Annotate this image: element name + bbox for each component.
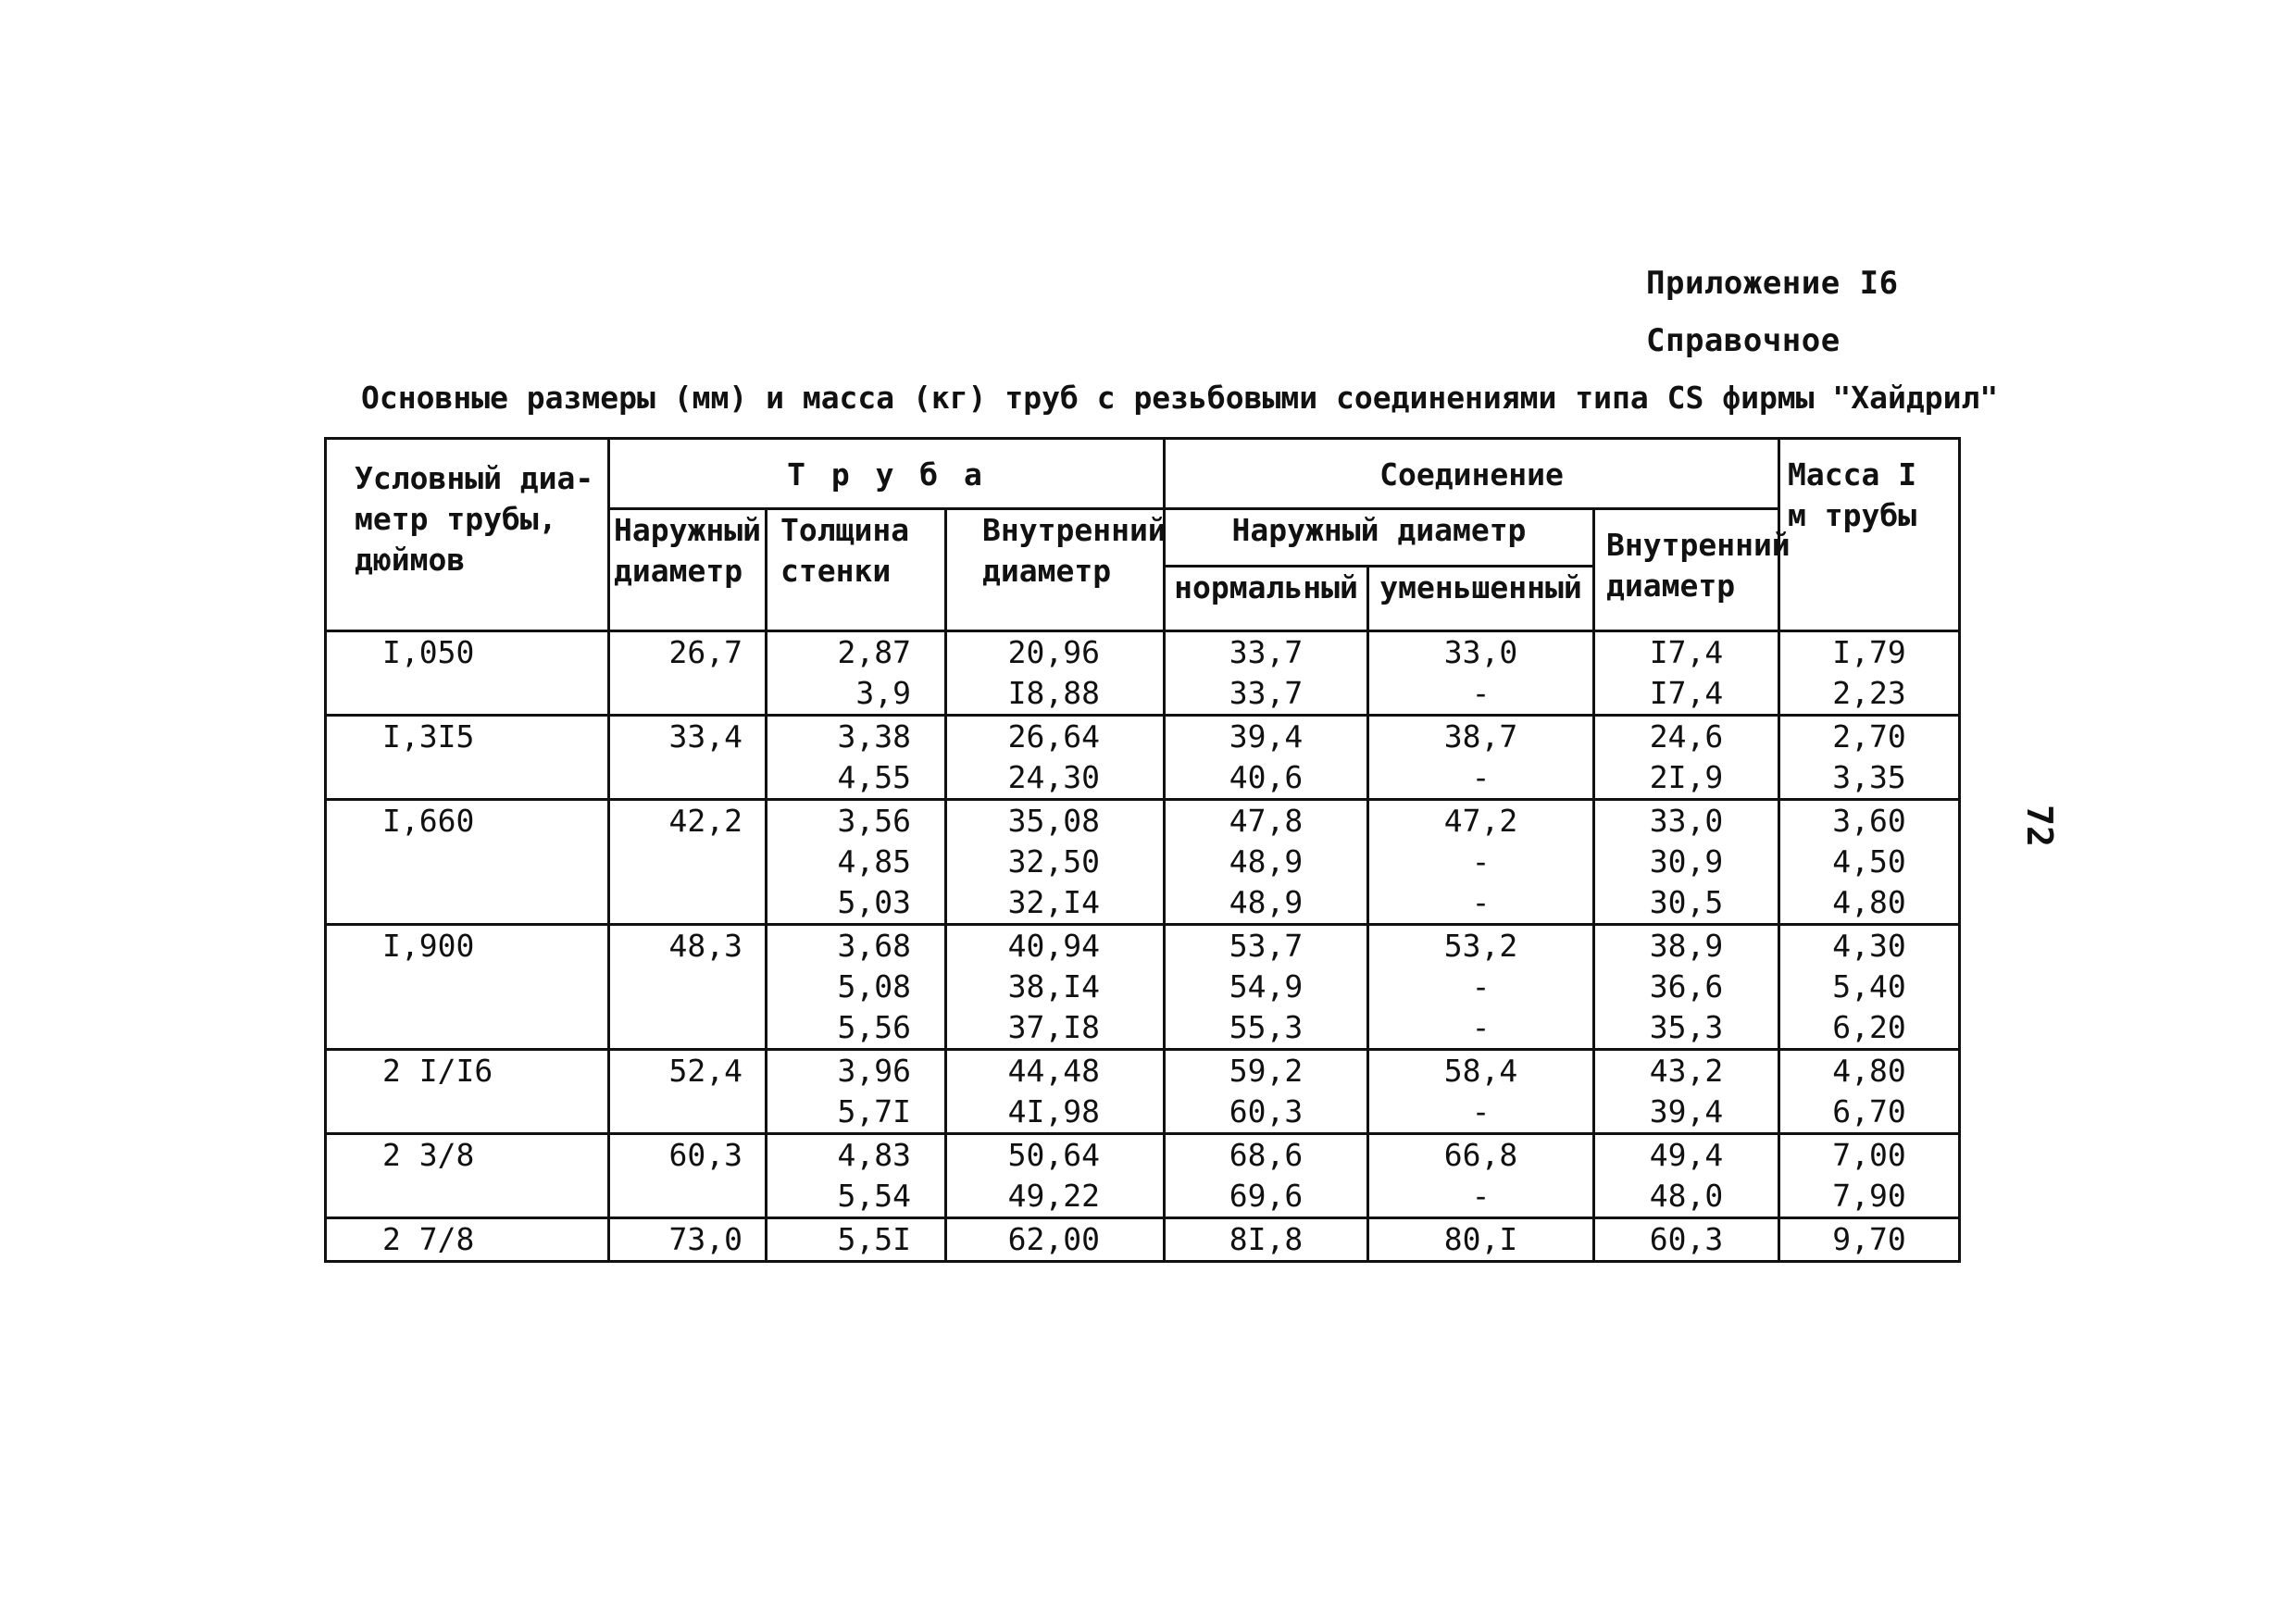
cell-pipe-wall (767, 716, 946, 800)
cell-value: 4,30 (1832, 928, 1906, 964)
cell-value: 6,20 (1832, 1009, 1906, 1045)
header-joint-reduced: уменьшенный (1368, 567, 1594, 631)
cell-value: 40,94 (1007, 928, 1100, 964)
cell-joint-reduced (1368, 716, 1594, 800)
cell-value: 3,56 (837, 803, 911, 839)
cell-size (326, 1134, 609, 1218)
cell-joint-inner (1594, 1218, 1779, 1262)
cell-value: 6,70 (1832, 1093, 1906, 1129)
cell-value: 5,7I (837, 1093, 911, 1129)
cell-value: - (1471, 968, 1491, 1004)
cell-size (326, 1218, 609, 1262)
table-row (326, 1050, 1960, 1134)
cell-value: 33,0 (1649, 803, 1724, 839)
cell-pipe-inner (946, 1134, 1165, 1218)
cell-value: 49,22 (1007, 1178, 1100, 1214)
cell-value: 33,0 (1443, 634, 1518, 670)
cell-value: 24,30 (1007, 759, 1100, 795)
header-joint-normal: нормальный (1165, 567, 1368, 631)
cell-pipe-wall (767, 1050, 946, 1134)
cell-joint-reduced (1368, 925, 1594, 1050)
cell-value: 50,64 (1007, 1137, 1100, 1173)
cell-pipe-wall (767, 1134, 946, 1218)
cell-value: I,660 (382, 803, 475, 839)
table-title: Основные размеры (мм) и масса (кг) труб с резьбовыми соединениями типа CS фирмы "Хайдрил" (361, 380, 1999, 416)
cell-value: 53,7 (1229, 928, 1304, 964)
cell-value: - (1471, 1093, 1491, 1129)
cell-value: 33,4 (668, 718, 742, 755)
cell-value: 5,5I (837, 1221, 911, 1257)
cell-value: 39,4 (1649, 1093, 1724, 1129)
cell-joint-inner (1594, 800, 1779, 925)
header-joint-outer: Наружный диаметр (1165, 509, 1594, 567)
cell-pipe-inner (946, 800, 1165, 925)
cell-pipe-inner (946, 925, 1165, 1050)
cell-value: 5,08 (837, 968, 911, 1004)
cell-value: 48,0 (1649, 1178, 1724, 1214)
cell-value: 2,23 (1832, 675, 1906, 711)
table-row (326, 631, 1960, 716)
cell-value: 38,I4 (1007, 968, 1100, 1004)
cell-mass (1779, 925, 1960, 1050)
cell-value: 5,56 (837, 1009, 911, 1045)
cell-value: 44,48 (1007, 1053, 1100, 1089)
cell-value: 3,35 (1832, 759, 1906, 795)
cell-value: 4,80 (1832, 884, 1906, 920)
cell-pipe-outer (609, 800, 767, 925)
cell-value: 54,9 (1229, 968, 1304, 1004)
cell-pipe-outer (609, 631, 767, 716)
cell-value: 32,50 (1007, 843, 1100, 880)
cell-joint-inner (1594, 1050, 1779, 1134)
header-pipe-wall: Толщина стенки (767, 509, 946, 631)
cell-joint-reduced (1368, 1218, 1594, 1262)
cell-joint-normal (1165, 716, 1368, 800)
cell-value: 33,7 (1229, 634, 1304, 670)
cell-value: 2,87 (837, 634, 911, 670)
cell-value: 7,90 (1832, 1178, 1906, 1214)
pipe-dimensions-table (324, 437, 1961, 1263)
cell-value: 30,5 (1649, 884, 1724, 920)
cell-value: 43,2 (1649, 1053, 1724, 1089)
cell-size (326, 925, 609, 1050)
cell-value: 47,2 (1443, 803, 1518, 839)
cell-mass (1779, 716, 1960, 800)
cell-joint-normal (1165, 1050, 1368, 1134)
header-nominal-diameter: Условный диа-метр трубы, дюймов (326, 439, 609, 631)
cell-size (326, 716, 609, 800)
header-joint-group: Соединение (1165, 439, 1779, 509)
cell-value: 48,9 (1229, 843, 1304, 880)
cell-value: 38,7 (1443, 718, 1518, 755)
cell-value: 52,4 (668, 1053, 742, 1089)
cell-value: I8,88 (1007, 675, 1100, 711)
cell-value: 20,96 (1007, 634, 1100, 670)
cell-value: 5,03 (837, 884, 911, 920)
cell-value: 4,83 (837, 1137, 911, 1173)
cell-pipe-wall (767, 925, 946, 1050)
cell-value: 37,I8 (1007, 1009, 1100, 1045)
cell-value: 53,2 (1443, 928, 1518, 964)
cell-pipe-wall (767, 631, 946, 716)
cell-value: 2 I/I6 (382, 1053, 493, 1089)
cell-mass (1779, 800, 1960, 925)
cell-joint-reduced (1368, 1134, 1594, 1218)
cell-value: 9,70 (1832, 1221, 1906, 1257)
cell-value: 33,7 (1229, 675, 1304, 711)
header-joint-inner: Внутренний диаметр (1594, 509, 1779, 631)
cell-pipe-wall (767, 800, 946, 925)
cell-value: I,050 (382, 634, 475, 670)
cell-value: I7,4 (1649, 634, 1724, 670)
cell-value: I,900 (382, 928, 475, 964)
cell-size (326, 1050, 609, 1134)
cell-value: I7,4 (1649, 675, 1724, 711)
cell-joint-inner (1594, 631, 1779, 716)
cell-joint-normal (1165, 800, 1368, 925)
table-row (326, 1218, 1960, 1262)
table-row (326, 800, 1960, 925)
cell-value: 80,I (1443, 1221, 1518, 1257)
cell-value: 26,7 (668, 634, 742, 670)
header-mass: Масса I м трубы (1779, 439, 1960, 631)
cell-value: 60,3 (1229, 1093, 1304, 1129)
cell-value: 7,00 (1832, 1137, 1906, 1173)
cell-joint-inner (1594, 716, 1779, 800)
cell-value: 26,64 (1007, 718, 1100, 755)
cell-value: 3,60 (1832, 803, 1906, 839)
cell-value: 62,00 (1007, 1221, 1100, 1257)
cell-size (326, 631, 609, 716)
cell-value: 40,6 (1229, 759, 1304, 795)
cell-value: 42,2 (668, 803, 742, 839)
cell-value: - (1471, 843, 1491, 880)
cell-value: 4,55 (837, 759, 911, 795)
cell-value: 48,9 (1229, 884, 1304, 920)
cell-pipe-outer (609, 1050, 767, 1134)
cell-pipe-outer (609, 1218, 767, 1262)
cell-value: 2I,9 (1649, 759, 1724, 795)
cell-joint-normal (1165, 631, 1368, 716)
cell-joint-reduced (1368, 631, 1594, 716)
cell-mass (1779, 1218, 1960, 1262)
cell-value: 73,0 (668, 1221, 742, 1257)
cell-joint-normal (1165, 1134, 1368, 1218)
table-row (326, 1134, 1960, 1218)
cell-joint-inner (1594, 1134, 1779, 1218)
cell-value: 39,4 (1229, 718, 1304, 755)
cell-value: I,3I5 (382, 718, 475, 755)
cell-value: 5,40 (1832, 968, 1906, 1004)
cell-pipe-outer (609, 716, 767, 800)
table-row (326, 925, 1960, 1050)
cell-value: 69,6 (1229, 1178, 1304, 1214)
cell-value: 68,6 (1229, 1137, 1304, 1173)
cell-value: 60,3 (668, 1137, 742, 1173)
cell-value: 4I,98 (1007, 1093, 1100, 1129)
cell-value: 55,3 (1229, 1009, 1304, 1045)
cell-value: 59,2 (1229, 1053, 1304, 1089)
cell-value: 5,54 (837, 1178, 911, 1214)
cell-value: 38,9 (1649, 928, 1724, 964)
cell-value: 30,9 (1649, 843, 1724, 880)
cell-value: 36,6 (1649, 968, 1724, 1004)
cell-value: - (1471, 1009, 1491, 1045)
cell-value: 3,68 (837, 928, 911, 964)
cell-value: 4,50 (1832, 843, 1906, 880)
table-row (326, 716, 1960, 800)
cell-value: 58,4 (1443, 1053, 1518, 1089)
cell-value: 60,3 (1649, 1221, 1724, 1257)
cell-value: - (1471, 759, 1491, 795)
header-pipe-outer: Наружный диаметр (609, 509, 767, 631)
cell-pipe-wall (767, 1218, 946, 1262)
cell-pipe-inner (946, 631, 1165, 716)
cell-value: - (1471, 884, 1491, 920)
cell-joint-inner (1594, 925, 1779, 1050)
cell-value: 2 3/8 (382, 1137, 475, 1173)
cell-value: 66,8 (1443, 1137, 1518, 1173)
cell-mass (1779, 1134, 1960, 1218)
cell-value: 2 7/8 (382, 1221, 475, 1257)
cell-value: - (1471, 1178, 1491, 1214)
cell-joint-normal (1165, 1218, 1368, 1262)
cell-value: 48,3 (668, 928, 742, 964)
cell-pipe-inner (946, 1218, 1165, 1262)
cell-joint-reduced (1368, 1050, 1594, 1134)
header-pipe-group: Т р у б а (609, 439, 1165, 509)
cell-value: 35,3 (1649, 1009, 1724, 1045)
cell-value: 49,4 (1649, 1137, 1724, 1173)
cell-value: 47,8 (1229, 803, 1304, 839)
cell-pipe-inner (946, 1050, 1165, 1134)
cell-pipe-inner (946, 716, 1165, 800)
appendix-label: Приложение I6 (1646, 265, 1899, 302)
cell-value: 4,85 (837, 843, 911, 880)
cell-value: 24,6 (1649, 718, 1724, 755)
cell-mass (1779, 1050, 1960, 1134)
cell-value: 3,9 (855, 675, 911, 711)
cell-value: 2,70 (1832, 718, 1906, 755)
cell-value: - (1471, 675, 1491, 711)
cell-value: 35,08 (1007, 803, 1100, 839)
page-number: 72 (2018, 805, 2060, 847)
cell-value: 32,I4 (1007, 884, 1100, 920)
cell-value: 8I,8 (1229, 1221, 1304, 1257)
reference-label: Справочное (1646, 322, 1841, 359)
cell-size (326, 800, 609, 925)
cell-pipe-outer (609, 1134, 767, 1218)
cell-value: 3,38 (837, 718, 911, 755)
cell-value: I,79 (1832, 634, 1906, 670)
cell-pipe-outer (609, 925, 767, 1050)
cell-value: 3,96 (837, 1053, 911, 1089)
cell-value: 4,80 (1832, 1053, 1906, 1089)
cell-mass (1779, 631, 1960, 716)
cell-joint-reduced (1368, 800, 1594, 925)
cell-joint-normal (1165, 925, 1368, 1050)
header-pipe-inner: Внутренний диаметр (946, 509, 1165, 631)
